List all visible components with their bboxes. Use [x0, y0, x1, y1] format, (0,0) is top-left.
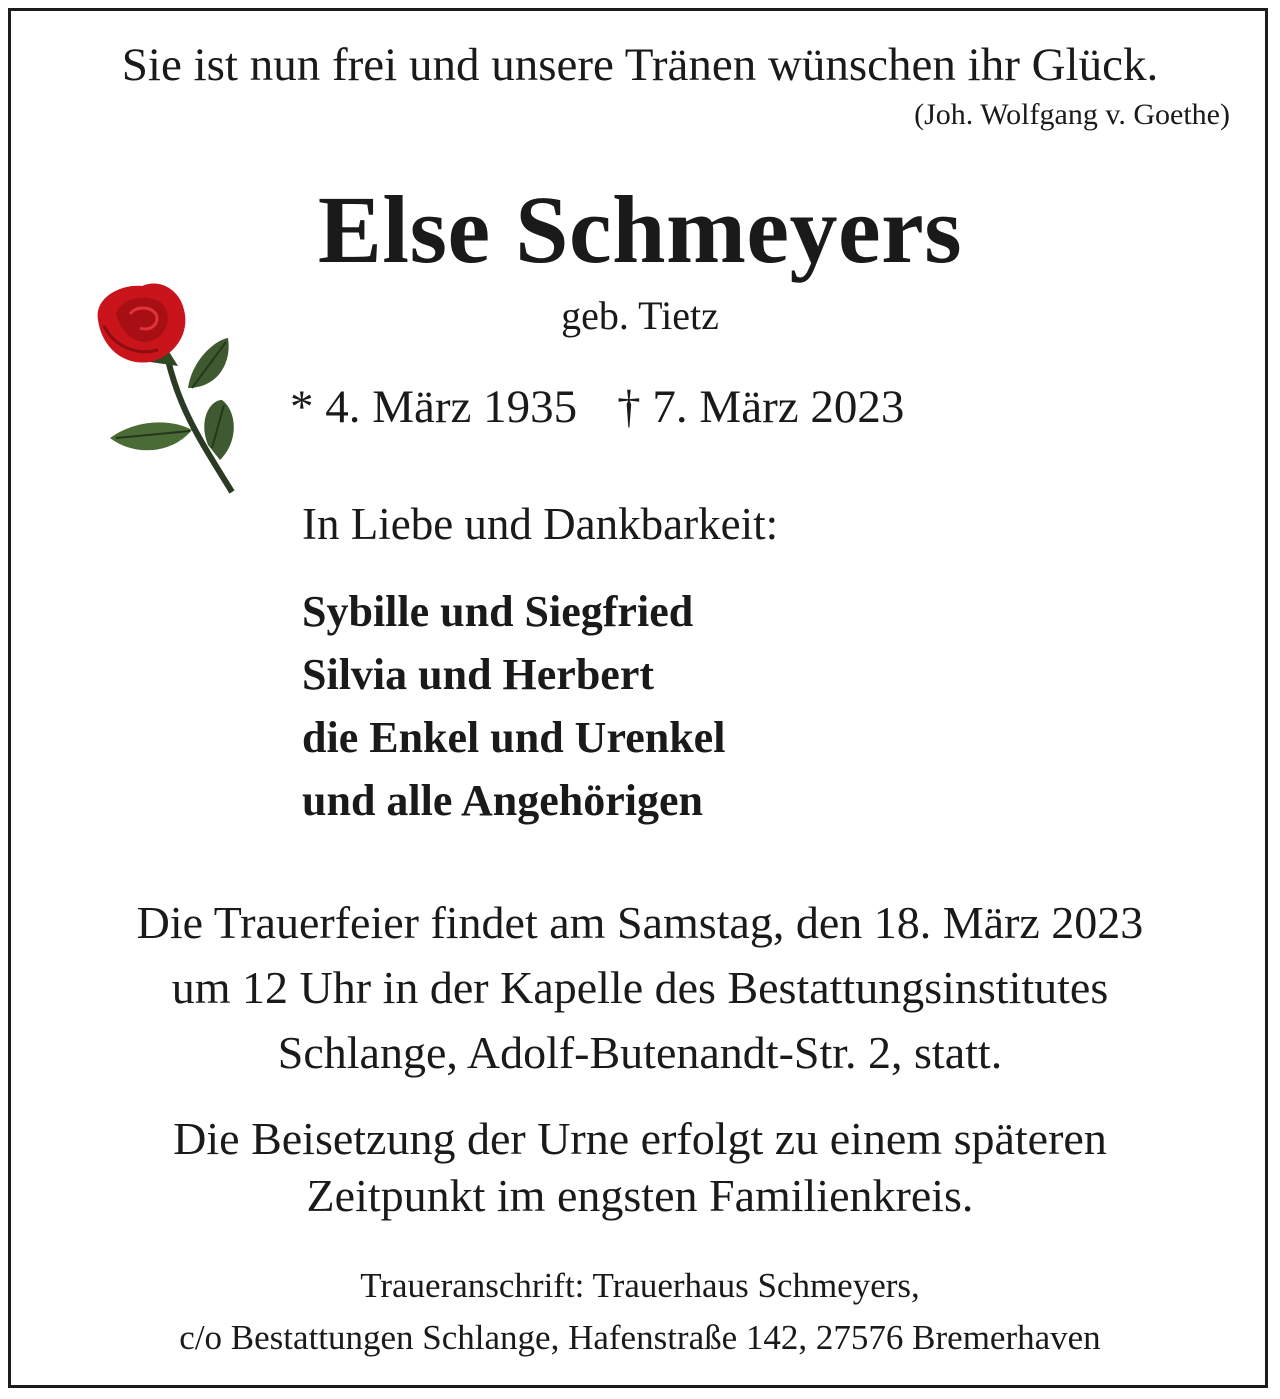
- quote: Sie ist nun frei und unsere Tränen wünschen ihr Glück.: [121, 39, 1159, 91]
- birth-date: * 4. März 1935: [290, 381, 578, 433]
- burial-text: [0, 1110, 1280, 1224]
- funeral-service-text: [0, 890, 1280, 1085]
- deceased-name: Else Schmeyers: [317, 176, 963, 283]
- mourner-line: und alle Angehörigen: [302, 776, 703, 825]
- mourners-list: [302, 580, 725, 832]
- life-dates: [290, 380, 904, 434]
- address-line: c/o Bestattungen Schlange, Hafenstraße 142, 27576 Bremerhaven: [179, 1318, 1101, 1357]
- address-line: Traueranschrift: Trauerhaus Schmeyers,: [360, 1266, 920, 1305]
- death-date: † 7. März 2023: [617, 381, 905, 433]
- dedication: In Liebe und Dankbarkeit:: [302, 499, 779, 549]
- maiden-name: geb. Tietz: [561, 293, 719, 338]
- mourner-line: Sybille und Siegfried: [302, 587, 694, 636]
- rose-icon: [80, 270, 260, 510]
- service-line: Schlange, Adolf-Butenandt-Str. 2, statt.: [277, 1027, 1003, 1078]
- mourning-address: [0, 1260, 1280, 1364]
- quote-author: (Joh. Wolfgang v. Goethe): [914, 98, 1230, 131]
- service-line: um 12 Uhr in der Kapelle des Bestattungsinstitutes: [171, 962, 1109, 1013]
- mourner-line: Silvia und Herbert: [302, 650, 655, 699]
- service-line: Die Trauerfeier findet am Samstag, den 18. März 2023: [136, 897, 1144, 948]
- burial-line: Die Beisetzung der Urne erfolgt zu einem späteren: [173, 1113, 1107, 1164]
- burial-line: Zeitpunkt im engsten Familienkreis.: [306, 1170, 974, 1221]
- mourner-line: die Enkel und Urenkel: [302, 713, 726, 762]
